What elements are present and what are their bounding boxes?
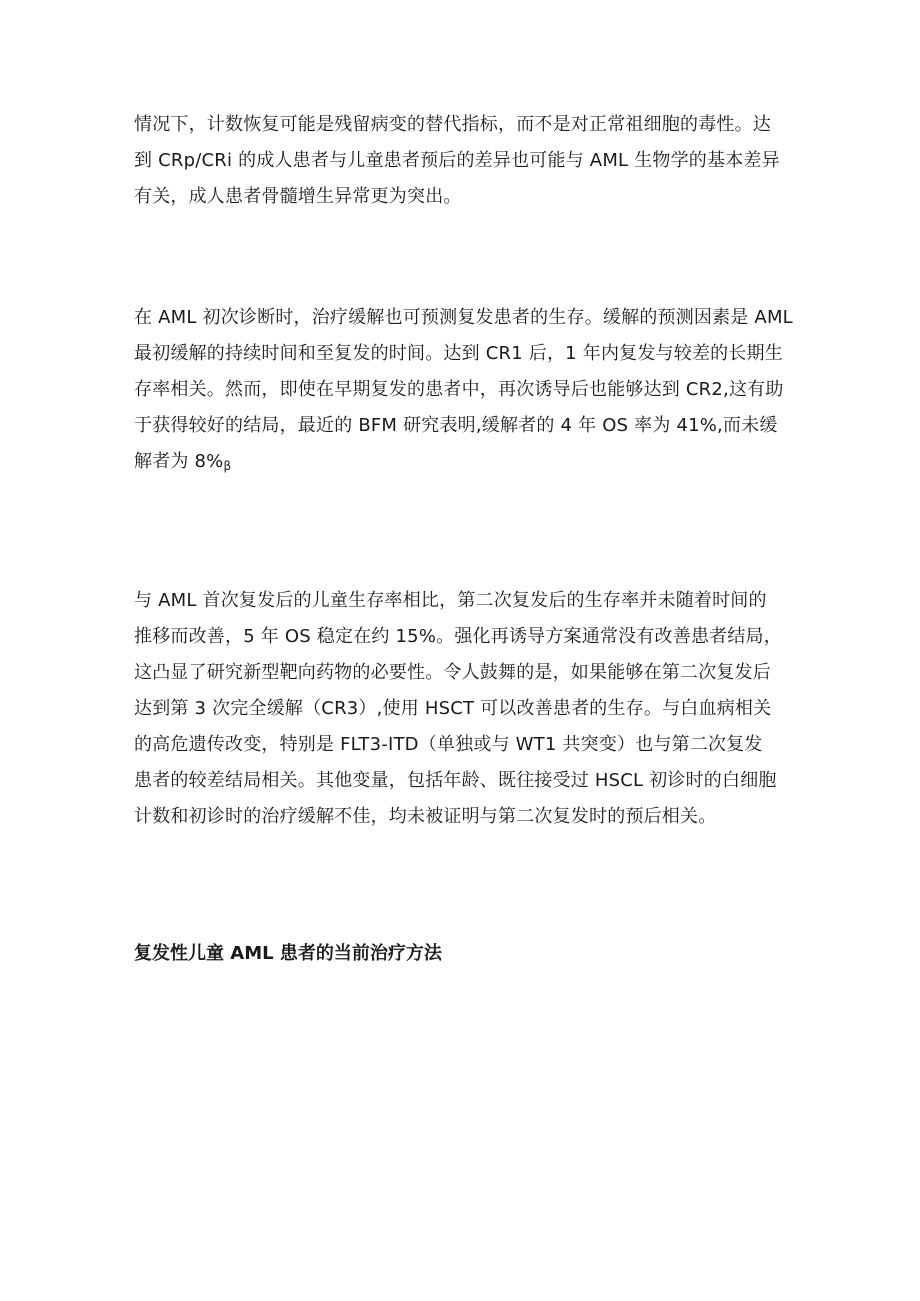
last-line-text: 解者为 8% [134,451,224,472]
paragraph-second-relapse [134,583,790,835]
text-line: 有关，成人患者骨髓增生异常更为突出。 [134,186,462,207]
text-line: 的高危遗传改变，特别是 FLT3-ITD（单独或与 WT1 共突变）也与第二次复发 [134,734,763,755]
text-line: 到 CRp/CRi 的成人患者与儿童患者预后的差异也可能与 AML 生物学的基本差异 [134,150,780,171]
text-line: 于获得较好的结局，最近的 BFM 研究表明,缓解者的 4 年 OS 率为 41%,而未缓 [134,415,778,436]
text-line: 推移而改善，5 年 OS 稳定在约 15%。强化再诱导方案通常没有改善患者结局， [134,626,782,647]
text-line: 在 AML 初次诊断时，治疗缓解也可预测复发患者的生存。缓解的预测因素是 AML [134,307,793,328]
text-line: 与 AML 首次复发后的儿童生存率相比，第二次复发后的生存率并未随着时间的 [134,590,767,611]
text-line: 达到第 3 次完全缓解（CR3）,使用 HSCT 可以改善患者的生存。与白血病相关 [134,698,772,719]
text-line: 存率相关。然而，即使在早期复发的患者中，再次诱导后也能够达到 CR2,这有助 [134,379,784,400]
text-line: 最初缓解的持续时间和至复发的时间。达到 CR1 后，1 年内复发与较差的长期生 [134,343,783,364]
last-line-suffix: β [223,459,232,473]
section-heading: 复发性儿童 AML 患者的当前治疗方法 [134,943,442,964]
text-line: 患者的较差结局相关。其他变量，包括年龄、既往接受过 HSCL 初诊时的白细胞 [134,770,777,791]
text-line: 情况下，计数恢复可能是残留病变的替代指标，而不是对正常祖细胞的毒性。达 [134,114,771,135]
paragraph-recovery-counts [134,107,790,215]
text-line-last [134,444,790,484]
paragraph-remission-prediction [134,300,793,484]
text-line: 这凸显了研究新型靶向药物的必要性。令人鼓舞的是，如果能够在第二次复发后 [134,662,771,683]
text-line: 计数和初诊时的治疗缓解不佳，均未被证明与第二次复发时的预后相关。 [134,806,717,827]
